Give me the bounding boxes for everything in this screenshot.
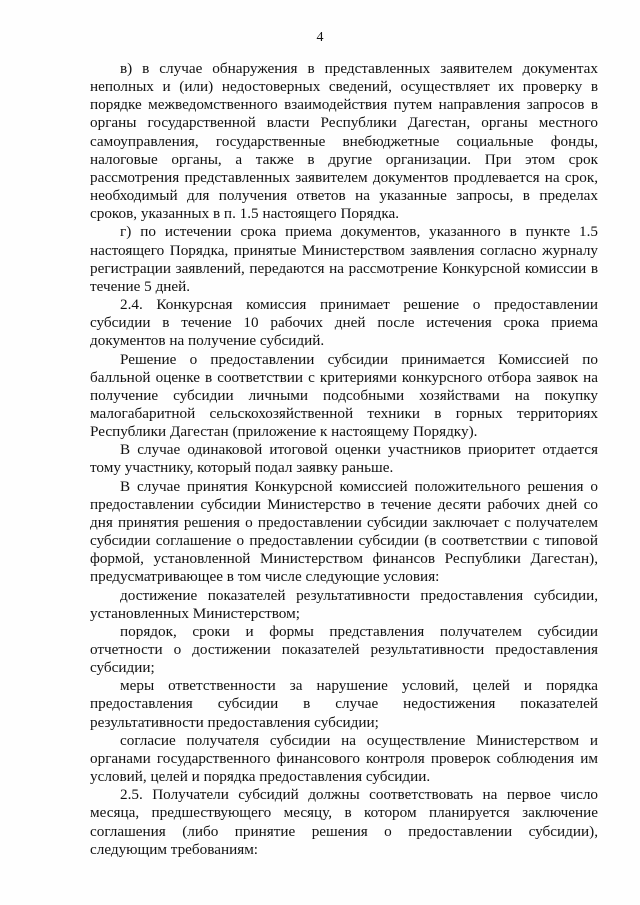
document-body — [90, 60, 598, 859]
paragraph-condition-liability: меры ответственности за нарушение условий, целей и порядка предоставления субсидии в случае недостижения показателей результативности предоставления субсидии; — [90, 677, 598, 731]
paragraph-condition-indicators: достижение показателей результативности предоставления субсидии, установленных Министерством; — [90, 586, 598, 622]
paragraph-agreement-conclusion: В случае принятия Конкурсной комиссией положительного решения о предоставлении субсидии Министерство в течение десяти рабочих дней со дня принятия решения о предоставлении субсидии заключает с получателем субсидии соглашение о предоставлении субсидии (в соответствии с типовой формой, установленной Министерством финансов Республики Дагестан), предусматривающее в том числе следующие условия: — [90, 477, 598, 586]
paragraph-3-3-g: г) по истечении срока приема документов, указанного в пункте 1.5 настоящего Порядка, принятые Министерством заявления согласно журналу регистрации заявлений, передаются на рассмотрение Конкурсной комиссии в течение 5 дней. — [90, 223, 598, 295]
paragraph-2-5: 2.5. Получатели субсидий должны соответствовать на первое число месяца, предшествующего месяцу, в котором планируется заключение соглашения (либо принятие решения о предоставлении субсидии), следующим требованиям: — [90, 786, 598, 858]
paragraph-2-4: 2.4. Конкурсная комиссия принимает решение о предоставлении субсидии в течение 10 рабочих дней после истечения срока приема документов на получение субсидий. — [90, 296, 598, 350]
paragraph-equal-score-priority: В случае одинаковой итоговой оценки участников приоритет отдается тому участнику, который подал заявку раньше. — [90, 441, 598, 477]
paragraph-condition-reporting: порядок, сроки и формы представления получателем субсидии отчетности о достижении показателей результативности предоставления субсидии; — [90, 622, 598, 677]
paragraph-decision-criteria: Решение о предоставлении субсидии принимается Комиссией по балльной оценке в соответствии с критериями конкурсного отбора заявок на получение субсидии личными подсобными хозяйствами на покупку малогабаритной сельскохозяйственной техники в горных территориях Республики Дагестан (приложение к настоящему Порядку). — [90, 350, 598, 441]
paragraph-condition-consent: согласие получателя субсидии на осуществление Министерством и органами государственного финансового контроля проверок соблюдения им условий, целей и порядка предоставления субсидии. — [90, 731, 598, 786]
page-number: 4 — [316, 30, 324, 45]
paragraph-3-3-v: в) в случае обнаружения в представленных заявителем документах неполных и (или) недостоверных сведений, осуществляет их проверку в порядке межведомственного взаимодействия путем направления запросов в органы государственной власти Республики Дагестан, органы местного самоуправления, государственные внебюджетные социальные фонды, налоговые органы, а также в другие организации. При этом срок рассмотрения представленных заявителем документов продлевается на срок, необходимый для получения ответов на указанные запросы, в пределах сроков, указанных в п. 1.5 настоящего Порядка. — [90, 60, 598, 223]
